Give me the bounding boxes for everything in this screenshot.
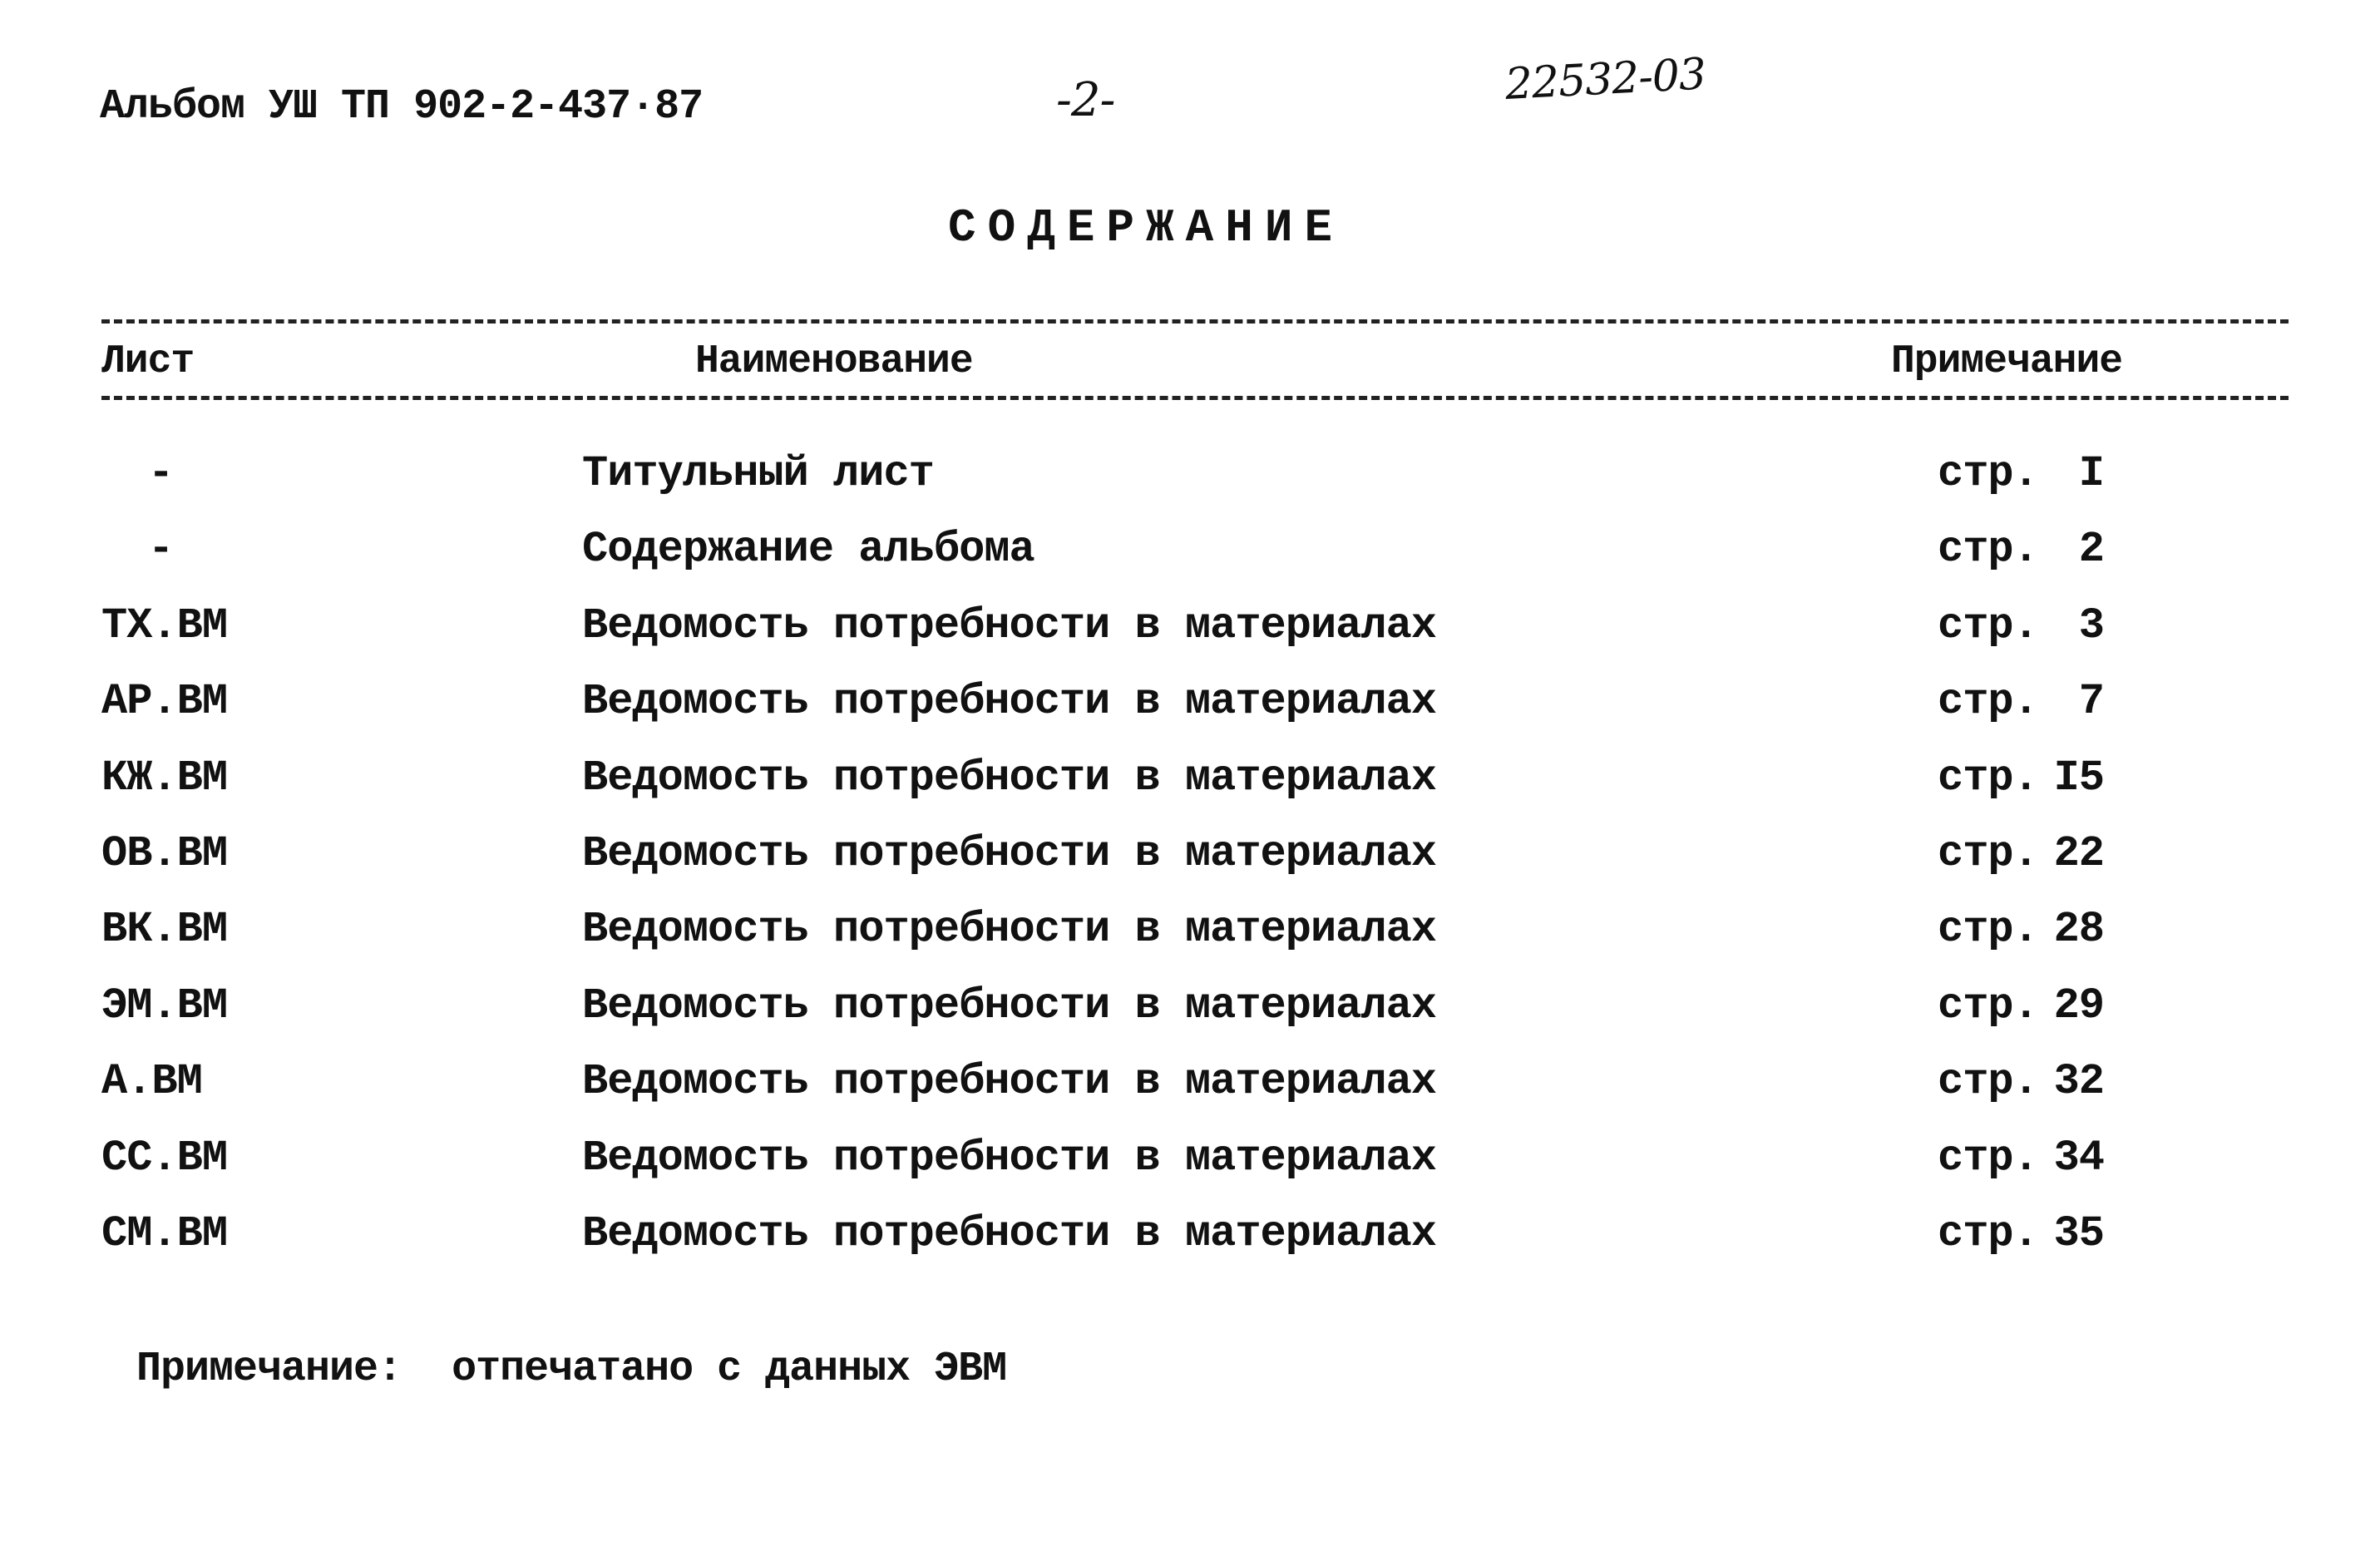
page-prefix: стр. bbox=[1938, 525, 2038, 575]
sheet-code: ТХ.ВМ bbox=[101, 600, 228, 650]
page-ref: 34 bbox=[2053, 1133, 2104, 1183]
sheet-name: Титульный лист bbox=[582, 449, 934, 498]
table-row bbox=[0, 677, 2380, 753]
footnote-text: отпечатано с данных ЭВМ bbox=[452, 1346, 1007, 1393]
table-row bbox=[0, 1134, 2380, 1209]
column-header-sheet: Лист bbox=[101, 339, 195, 384]
page-prefix: стр. bbox=[1938, 1133, 2038, 1183]
table-row bbox=[0, 525, 2380, 600]
album-code: Альбом УШ ТП 902-2-437·87 bbox=[100, 83, 704, 131]
page-ref: 28 bbox=[2053, 905, 2104, 955]
page-ref: 32 bbox=[2053, 1057, 2104, 1107]
footnote-label: Примечание: bbox=[136, 1346, 402, 1393]
page-ref: 29 bbox=[2053, 981, 2104, 1030]
sheet-name: Содержание альбома bbox=[582, 525, 1034, 575]
sheet-code: СМ.ВМ bbox=[101, 1208, 228, 1258]
sheet-code: КЖ.ВМ bbox=[101, 753, 228, 803]
sheet-code: ЭМ.ВМ bbox=[101, 981, 228, 1030]
page-ref: I bbox=[2078, 449, 2104, 498]
sheet-code: АР.ВМ bbox=[101, 677, 228, 727]
table-row bbox=[0, 1209, 2380, 1285]
handwritten-doc-number: 22532-03 bbox=[1504, 49, 1707, 110]
sheet-name: Ведомость потребности в материалах bbox=[582, 677, 1436, 727]
table-row bbox=[0, 601, 2380, 677]
contents-table bbox=[0, 449, 2380, 1285]
table-row bbox=[0, 829, 2380, 905]
page-prefix: стр. bbox=[1938, 600, 2038, 650]
page-prefix: стр. bbox=[1938, 449, 2038, 498]
page-ref: 35 bbox=[2053, 1208, 2104, 1258]
sheet-name: Ведомость потребности в материалах bbox=[582, 981, 1436, 1030]
sheet-code: - bbox=[148, 449, 174, 498]
column-header-note: Примечание bbox=[1891, 339, 2123, 384]
sheet-name: Ведомость потребности в материалах bbox=[582, 753, 1436, 803]
table-row bbox=[0, 905, 2380, 981]
table-row bbox=[0, 753, 2380, 829]
page-prefix: стр. bbox=[1938, 981, 2038, 1030]
page-ref: I5 bbox=[2053, 753, 2104, 803]
page-ref: 22 bbox=[2053, 828, 2104, 878]
table-top-rule bbox=[101, 319, 2289, 324]
sheet-code: ОВ.ВМ bbox=[101, 828, 228, 878]
table-row bbox=[0, 1057, 2380, 1133]
page-prefix: стр. bbox=[1938, 905, 2038, 955]
sheet-code: - bbox=[148, 525, 174, 575]
page-prefix: стр. bbox=[1938, 828, 2038, 878]
sheet-code: СС.ВМ bbox=[101, 1133, 228, 1183]
sheet-name: Ведомость потребности в материалах bbox=[582, 600, 1436, 650]
sheet-code: А.ВМ bbox=[101, 1057, 202, 1107]
page-ref: 7 bbox=[2078, 677, 2104, 727]
page-title: СОДЕРЖАНИЕ bbox=[948, 201, 1345, 254]
page-prefix: стр. bbox=[1938, 677, 2038, 727]
table-row bbox=[0, 449, 2380, 525]
page-prefix: стр. bbox=[1938, 1057, 2038, 1107]
page-ref: 2 bbox=[2078, 525, 2104, 575]
page-ref: 3 bbox=[2078, 600, 2104, 650]
page-prefix: стр. bbox=[1938, 1208, 2038, 1258]
table-row bbox=[0, 981, 2380, 1057]
column-header-name: Наименование bbox=[695, 339, 973, 384]
page-number: -2- bbox=[1056, 73, 1115, 127]
sheet-name: Ведомость потребности в материалах bbox=[582, 905, 1436, 955]
table-header-rule bbox=[101, 396, 2289, 400]
sheet-name: Ведомость потребности в материалах bbox=[582, 1208, 1436, 1258]
sheet-name: Ведомость потребности в материалах bbox=[582, 828, 1436, 878]
footnote bbox=[136, 1346, 1006, 1393]
page-prefix: стр. bbox=[1938, 753, 2038, 803]
sheet-name: Ведомость потребности в материалах bbox=[582, 1057, 1436, 1107]
sheet-code: ВК.ВМ bbox=[101, 905, 228, 955]
sheet-name: Ведомость потребности в материалах bbox=[582, 1133, 1436, 1183]
